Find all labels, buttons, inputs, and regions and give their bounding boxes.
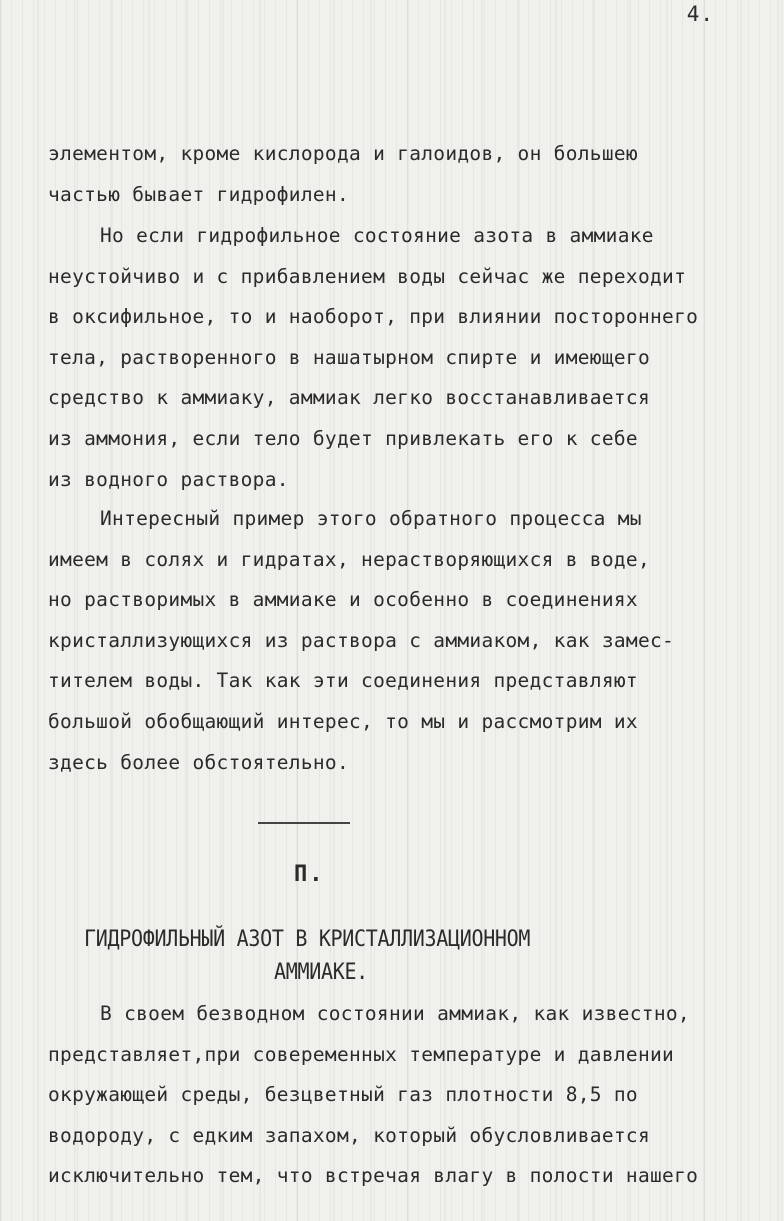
- section-title-line-1: ГИДРОФИЛЬНЫЙ АЗОТ В КРИСТАЛЛИЗАЦИОННОМ: [84, 925, 531, 952]
- paragraph-2: [48, 216, 768, 500]
- section-divider: [258, 822, 350, 824]
- text-line: средство к аммиаку, аммиак легко восстанавливается: [48, 386, 650, 410]
- text-line: окружающей среды, безцветный газ плотности 8,5 по: [48, 1083, 638, 1107]
- paragraph-4: [48, 994, 768, 1197]
- text-line: элементом, кроме кислорода и галоидов, он большею: [48, 142, 638, 165]
- text-line: исключительно тем, что встречая влагу в полости нашего: [48, 1164, 699, 1188]
- page-number: 4.: [686, 2, 714, 26]
- paragraph-3: [48, 499, 768, 783]
- text-line: большой обобщающий интерес, то мы и рассмотрим их: [48, 709, 638, 733]
- text-line: из водного раствора.: [48, 467, 289, 491]
- text-line: частью бывает гидрофилен.: [48, 182, 349, 206]
- text-line: В своем безводном состоянии аммиак, как известно,: [100, 1002, 690, 1025]
- text-line: тела, растворенного в нашатырном спирте и имеющего: [48, 345, 650, 369]
- section-title-line-2: АММИАКЕ.: [274, 958, 368, 985]
- section-number: П.: [294, 862, 325, 887]
- text-line: кристаллизующихся из раствора с аммиаком, как замес-: [48, 628, 675, 652]
- paragraph-1: [48, 134, 768, 215]
- text-line: водороду, с едким запахом, который обусловливается: [48, 1123, 650, 1147]
- text-line: неустойчиво и с прибавлением воды сейчас же переходит: [48, 264, 687, 288]
- text-line: представляет,при совеременных температуре и давлении: [48, 1042, 675, 1066]
- text-line: имеем в солях и гидратах, нерастворяющихся в воде,: [48, 547, 650, 571]
- text-line: тителем воды. Так как эти соединения представляют: [48, 669, 638, 693]
- text-line: в оксифильное, то и наоборот, при влиянии постороннего: [48, 305, 699, 329]
- text-line: Интересный пример этого обратного процесса мы: [100, 507, 642, 530]
- text-line: Но если гидрофильное состояние азота в аммиаке: [100, 224, 654, 247]
- text-line: но растворимых в аммиаке и особенно в соединениях: [48, 588, 638, 612]
- text-line: здесь более обстоятельно.: [48, 750, 349, 774]
- text-line: из аммония, если тело будет привлекать его к себе: [48, 426, 638, 450]
- section-title: [84, 922, 604, 988]
